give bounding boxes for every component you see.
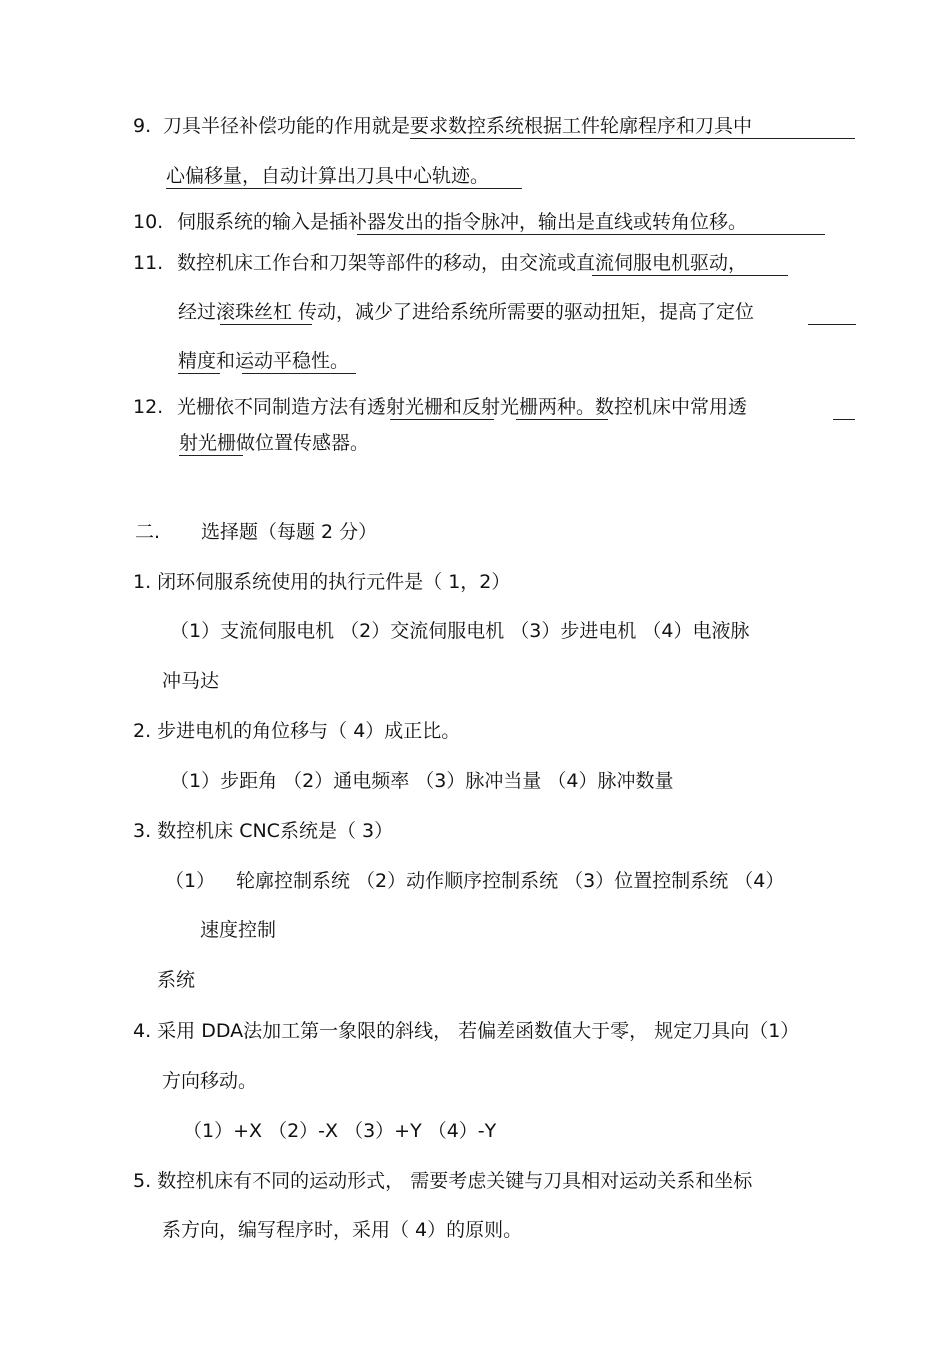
section2-heading: 选择题（每题 2 分） (201, 521, 378, 543)
choice-q3-opt1: （1） (165, 870, 216, 892)
q11-line2: 经过滚珠丝杠 传动，减少了进给系统所需要的驱动扭矩，提高了定位 (178, 301, 755, 323)
choice-q4-options: （1）+X （2）-X （3）+Y （4）-Y (183, 1120, 497, 1142)
q11-number: 11. (133, 252, 164, 274)
q11-line1: 数控机床工作台和刀架等部件的移动，由交流或直流伺服电机驱动， (177, 252, 748, 274)
q9-line2: 心偏移量，自动计算出刀具中心轨迹。 (166, 165, 490, 187)
q12-line1: 光栅依不同制造方法有透射光栅和反射光栅两种。数控机床中常用透 (177, 396, 748, 418)
choice-q5-stem-cont: 系方向，编写程序时，采用（ 4）的原则。 (162, 1219, 523, 1241)
choice-q2-stem: 2. 步进电机的角位移与（ 4）成正比。 (133, 720, 461, 742)
choice-q3-stem: 3. 数控机床 CNC系统是（ 3） (133, 820, 394, 842)
q9-answer-underline-2 (166, 188, 522, 189)
q12-answer-underline-3 (833, 419, 855, 420)
q11-line3: 精度和运动平稳性。 (178, 350, 350, 372)
choice-q1-stem: 1. 闭环伺服系统使用的执行元件是（ 1，2） (133, 571, 511, 593)
q10-answer-underline (357, 234, 825, 235)
choice-q2-options: （1）步距角 （2）通电频率 （3）脉冲当量 （4）脉冲数量 (170, 770, 674, 792)
q11-answer-underline-5 (242, 373, 356, 374)
q9-line1: 刀具半径补偿功能的作用就是要求数控系统根据工件轮廓程序和刀具中 (163, 115, 753, 137)
q12-number: 12. (133, 396, 164, 418)
q12-answer-underline-4 (179, 455, 243, 456)
q10-number: 10. (133, 211, 164, 233)
section2-number: 二. (135, 521, 161, 543)
q12-answer-underline-2 (516, 419, 608, 420)
choice-q1-options: （1）支流伺服电机 （2）交流伺服电机 （3）步进电机 （4）电液脉 (170, 620, 750, 642)
choice-q3-options: 轮廓控制系统 （2）动作顺序控制系统 （3）位置控制系统 （4） (236, 870, 785, 892)
q9-answer-underline-1 (410, 138, 855, 139)
choice-q4-stem: 4. 采用 DDA法加工第一象限的斜线， 若偏差函数值大于零， 规定刀具向（1） (133, 1020, 800, 1042)
q11-answer-underline-2 (220, 324, 312, 325)
q11-answer-underline-4 (178, 373, 220, 374)
q10-text: 伺服系统的输入是插补器发出的指令脉冲，输出是直线或转角位移。 (177, 211, 748, 233)
choice-q1-options-cont: 冲马达 (162, 670, 220, 692)
choice-q5-stem: 5. 数控机床有不同的运动形式， 需要考虑关键与刀具相对运动关系和坐标 (133, 1170, 753, 1192)
q11-answer-underline-1 (592, 275, 788, 276)
q11-answer-underline-3 (808, 324, 856, 325)
q12-answer-underline-1 (390, 419, 494, 420)
q9-number: 9. (133, 115, 152, 137)
choice-q3-opt4-cont: 系统 (157, 969, 196, 991)
q12-line2: 射光栅做位置传感器。 (179, 432, 370, 454)
choice-q4-stem-cont: 方向移动。 (162, 1070, 258, 1092)
choice-q3-opt4-text: 速度控制 (200, 919, 277, 941)
